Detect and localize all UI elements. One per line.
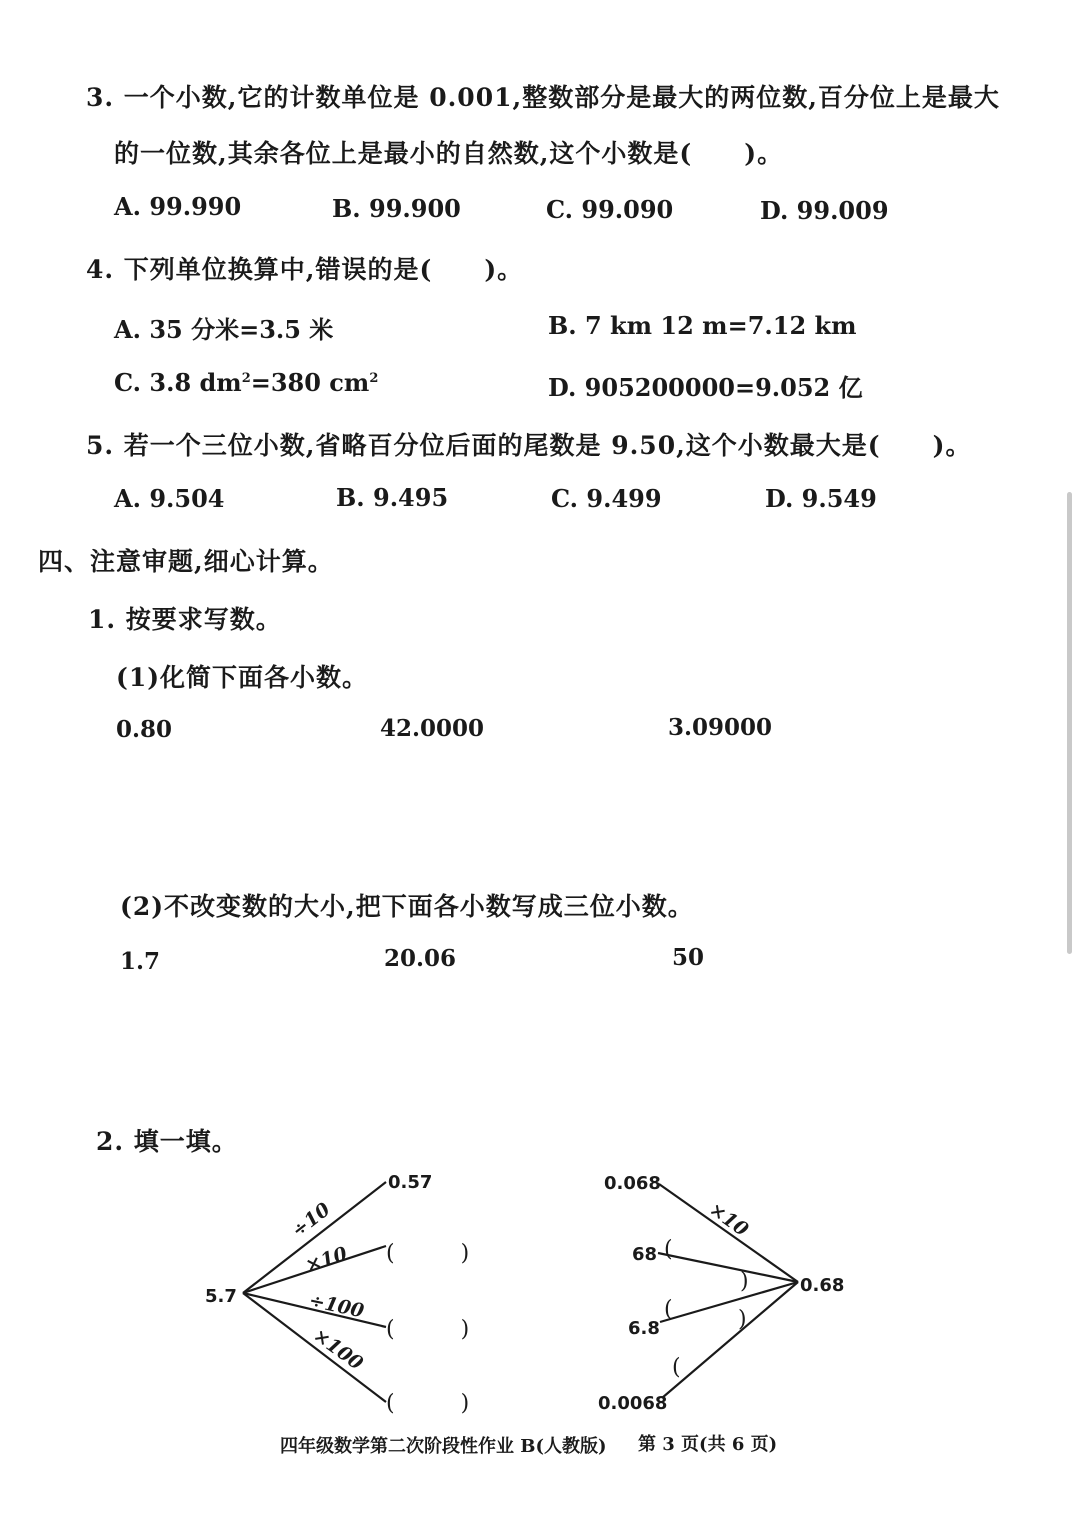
q4-option-d: D. 905200000=9.052 亿 [548, 373, 863, 402]
q5-option-c: C. 9.499 [551, 484, 662, 513]
paren-68-open: ( [664, 1237, 673, 1262]
s4-q1-sub1: (1)化简下面各小数。 [116, 663, 369, 692]
blank-mul100: ( ) [386, 1391, 470, 1416]
paren-68-close: ) [740, 1269, 749, 1294]
s4-q1: 1. 按要求写数。 [88, 605, 282, 634]
q3-option-b: B. 99.900 [332, 194, 461, 223]
right-value-0068: 0.068 [604, 1173, 661, 1194]
q3-line2: 的一位数,其余各位上是最小的自然数,这个小数是( )。 [114, 139, 784, 168]
q4-option-c-sup2: 2 [369, 371, 379, 386]
q4-option-a: A. 35 分米=3.5 米 [114, 315, 334, 344]
footer-page-number: 第 3 页(共 6 页) [638, 1434, 778, 1455]
q5-option-b: B. 9.495 [336, 483, 449, 512]
q4-option-c-part2: =380 cm [250, 368, 370, 397]
right-center-value: 0.68 [800, 1275, 845, 1296]
sub2-value-3: 50 [672, 944, 705, 971]
q5-option-d: D. 9.549 [765, 484, 877, 513]
q4-stem: 4. 下列单位换算中,错误的是( )。 [86, 255, 524, 284]
op-div100: ÷100 [306, 1289, 366, 1323]
line-div10 [243, 1182, 386, 1293]
op-mul100: ×100 [309, 1324, 367, 1375]
sub1-value-1: 0.80 [116, 716, 173, 743]
left-center-value: 5.7 [205, 1286, 237, 1307]
blank-mul10: ( ) [386, 1241, 470, 1266]
paren-6-8-open: ( [664, 1297, 673, 1322]
q4-option-c-part1: C. 3.8 dm [114, 368, 242, 397]
s4-q1-sub2: (2)不改变数的大小,把下面各小数写成三位小数。 [120, 892, 694, 921]
s4-q2: 2. 填一填。 [96, 1127, 238, 1156]
paren-6-8-close: ) [738, 1307, 747, 1332]
sub2-value-1: 1.7 [120, 948, 161, 975]
q5-option-a: A. 9.504 [114, 484, 225, 513]
section-heading: 四、注意审题,细心计算。 [38, 547, 334, 576]
sub1-value-2: 42.0000 [380, 715, 485, 742]
right-value-6-8: 6.8 [628, 1318, 660, 1339]
right-value-00068: 0.0068 [598, 1393, 668, 1414]
left-top-value: 0.57 [388, 1172, 433, 1193]
q3-line1: 3. 一个小数,它的计数单位是 0.001,整数部分是最大的两位数,百分位上是最大 [86, 83, 1000, 112]
line-00068 [662, 1282, 798, 1398]
q3-option-d: D. 99.009 [760, 196, 889, 225]
q3-option-a: A. 99.990 [114, 192, 242, 221]
q3-option-c: C. 99.090 [546, 195, 674, 224]
right-value-68: 68 [632, 1244, 658, 1265]
paren-00068-open: ( [672, 1355, 681, 1380]
q5-stem: 5. 若一个三位小数,省略百分位后面的尾数是 9.50,这个小数最大是( )。 [86, 431, 972, 460]
footer-title: 四年级数学第二次阶段性作业 B(人教版) [280, 1436, 607, 1457]
line-6-8 [660, 1282, 798, 1322]
sub1-value-3: 3.09000 [668, 714, 773, 741]
op-div10: ÷10 [287, 1198, 335, 1242]
q4-option-b: B. 7 km 12 m=7.12 km [548, 311, 857, 340]
q4-option-c-sup1: 2 [241, 371, 251, 386]
scrollbar-thumb[interactable] [1067, 492, 1072, 954]
sub2-value-2: 20.06 [384, 945, 457, 972]
op-right-mul10: ×10 [705, 1198, 753, 1241]
op-mul10: ×10 [302, 1242, 350, 1277]
blank-div100: ( ) [386, 1317, 470, 1342]
